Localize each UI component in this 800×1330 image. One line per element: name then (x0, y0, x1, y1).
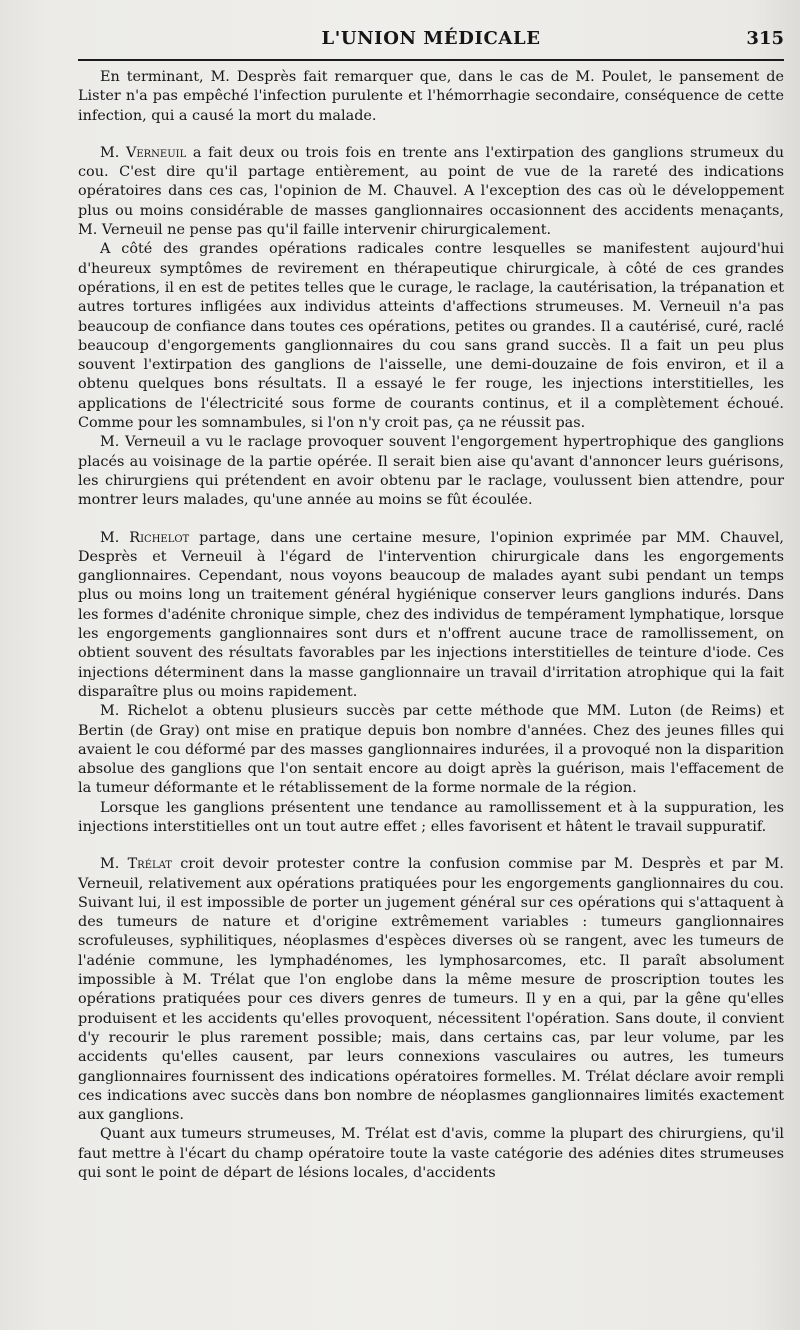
paragraph-trelat-intro (78, 855, 784, 1125)
paragraph-text: croit devoir protester contre la confusion commise par M. Desprès et par M. Verneuil, relativement aux opérations pratiquées pour les engorgements ganglionnaires du cou. Suivant lui, il est impossible de porter un jugement général sur ces opérations qui s'attaquent à des tumeurs de nature et d'origine extrêmement variables : tumeurs ganglionnaires scrofuleuses, syphilitiques, néoplasmes d'espèces diverses où se rangent, avec les tumeurs de l'adénie commune, les lymphadénomes, les lymphosarcomes, etc. Il paraît absolument impossible à M. Trélat que l'on englobe dans la même mesure de proscription toutes les opérations pratiquées pour ces divers genres de tumeurs. Il y en a qui, par la gêne qu'elles produisent et les accidents qu'elles provoquent, nécessitent l'opération. Sans doute, il convient d'y recourir le plus rarement possible; mais, dans certains cas, par leur volume, par les accidents qu'elles causent, par leurs connexions vasculaires ou autres, les tumeurs ganglionnaires fournissent des indications opératoires formelles. M. Trélat déclare avoir rempli ces indications avec succès dans bon nombre de néoplasmes ganglionnaires limités exactement aux ganglions. (78, 856, 784, 1124)
paragraph-verneuil-intro (78, 144, 784, 240)
paragraph-trelat-strumeuses (78, 1125, 784, 1183)
running-head (78, 28, 784, 52)
journal-title: L'UNION MÉDICALE (321, 28, 541, 49)
paragraph-text: a fait deux ou trois fois en trente ans l'extirpation des ganglions strumeux du cou. C'est dire qu'il partage entièrement, au point de vue de la rareté des indications opératoires dans ces cas, l'opinion de M. Chauvel. A l'exception des cas où le développement plus ou moins considérable de masses ganglionnaires occasionnent des accidents menaçants, M. Verneuil ne pense pas qu'il faille intervenir chirurgicalement. (78, 144, 784, 239)
header-rule (78, 59, 784, 61)
paragraph-despres-conclusion (78, 68, 784, 126)
paragraph-text: A côté des grandes opérations radicales contre lesquelles se manifestent aujourd'hui d'heureux symptômes de revirement en thérapeutique chirurgicale, à côté de ces grandes opérations, il en est de petites telles que le curage, le raclage, la cautérisation, la trépanation et autres tortures infligées aux individus atteints d'affections strumeuses. M. Verneuil n'a pas beaucoup de confiance dans toutes ces opérations, petites ou grandes. Il a cautérisé, curé, raclé beaucoup d'engorgements ganglionnaires du cou sans grand succès. Il a fait un peu plus souvent l'extirpation des ganglions de l'aisselle, une demi-douzaine de fois environ, et il a obtenu quelques bons résultats. Il a essayé le fer rouge, les injections interstitielles, les applications de l'électricité sous forme de courants continus, et il a complètement échoué. Comme pour les somnambules, si l'on n'y croit pas, ça ne réussit pas. (78, 241, 784, 432)
paragraph-text: partage, dans une certaine mesure, l'opinion exprimée par MM. Chauvel, Desprès et Verneuil à l'égard de l'intervention chirurgicale dans les engorgements ganglionnaires. Cependant, nous voyons beaucoup de malades ayant subi pendant un temps plus ou moins long un traitement général hygiénique conserver leurs ganglions indurés. Dans les formes d'adénite chronique simple, chez des individus de tempérament lymphatique, lorsque les engorgements ganglionnaires sont durs et n'offrent aucune trace de ramollissement, on obtient souvent des résultats favorables par les injections interstitielles de teinture d'iode. Ces injections déterminent dans la masse ganglionnaire un travail d'irritation atrophique qui la fait disparaître plus ou moins rapidement. (78, 529, 785, 700)
paragraph-text: M. Richelot a obtenu plusieurs succès par cette méthode que MM. Luton (de Reims) et Bertin (de Gray) ont mise en pratique depuis bon nombre d'années. Chez des jeunes filles qui avaient le cou déformé par des masses ganglionnaires indurées, il a provoqué non la disparition absolue des ganglions que l'on sentait encore au doigt après la guérison, mais l'effacement de la tumeur déformante et le rétablissement de la forme normale de la région. (78, 703, 784, 797)
speaker-name: M. Verneuil (100, 144, 187, 161)
paragraph-text: Lorsque les ganglions présentent une tendance au ramollissement et à la suppuration, les injections interstitielles ont un tout autre effet ; elles favorisent et hâtent le travail suppuratif. (78, 799, 784, 835)
paragraph-text: Quant aux tumeurs strumeuses, M. Trélat est d'avis, comme la plupart des chirurgiens, qu'il faut mettre à l'écart du champ opératoire toute la vaste catégorie des adénies dites strumeuses qui sont le point de départ de lésions locales, d'accidents (78, 1126, 784, 1182)
paragraph-verneuil-petites-operations (78, 240, 784, 433)
article-body (78, 68, 784, 1183)
paragraph-richelot-suppuration (78, 799, 784, 838)
paragraph-text: En terminant, M. Desprès fait remarquer que, dans le cas de M. Poulet, le pansement de Lister n'a pas empêché l'infection purulente et l'hémorrhagie secondaire, conséquence de cette infection, qui a causé la mort du malade. (78, 69, 784, 124)
paragraph-text: M. Verneuil a vu le raclage provoquer souvent l'engorgement hypertrophique des ganglions placés au voisinage de la partie opérée. Il serait bien aise qu'avant d'annoncer leurs guérisons, les chirurgiens qui prétendent en avoir obtenu par le raclage, voulussent bien attendre, pour montrer leurs malades, qu'une année au moins se fût écoulée. (78, 434, 784, 509)
speaker-name: M. Trélat (100, 856, 172, 873)
paragraph-richelot-succes (78, 702, 784, 798)
page-number: 315 (746, 28, 784, 49)
speaker-name: M. Richelot (100, 529, 190, 546)
paragraph-richelot-intro (78, 529, 784, 703)
paragraph-verneuil-raclage (78, 433, 784, 510)
